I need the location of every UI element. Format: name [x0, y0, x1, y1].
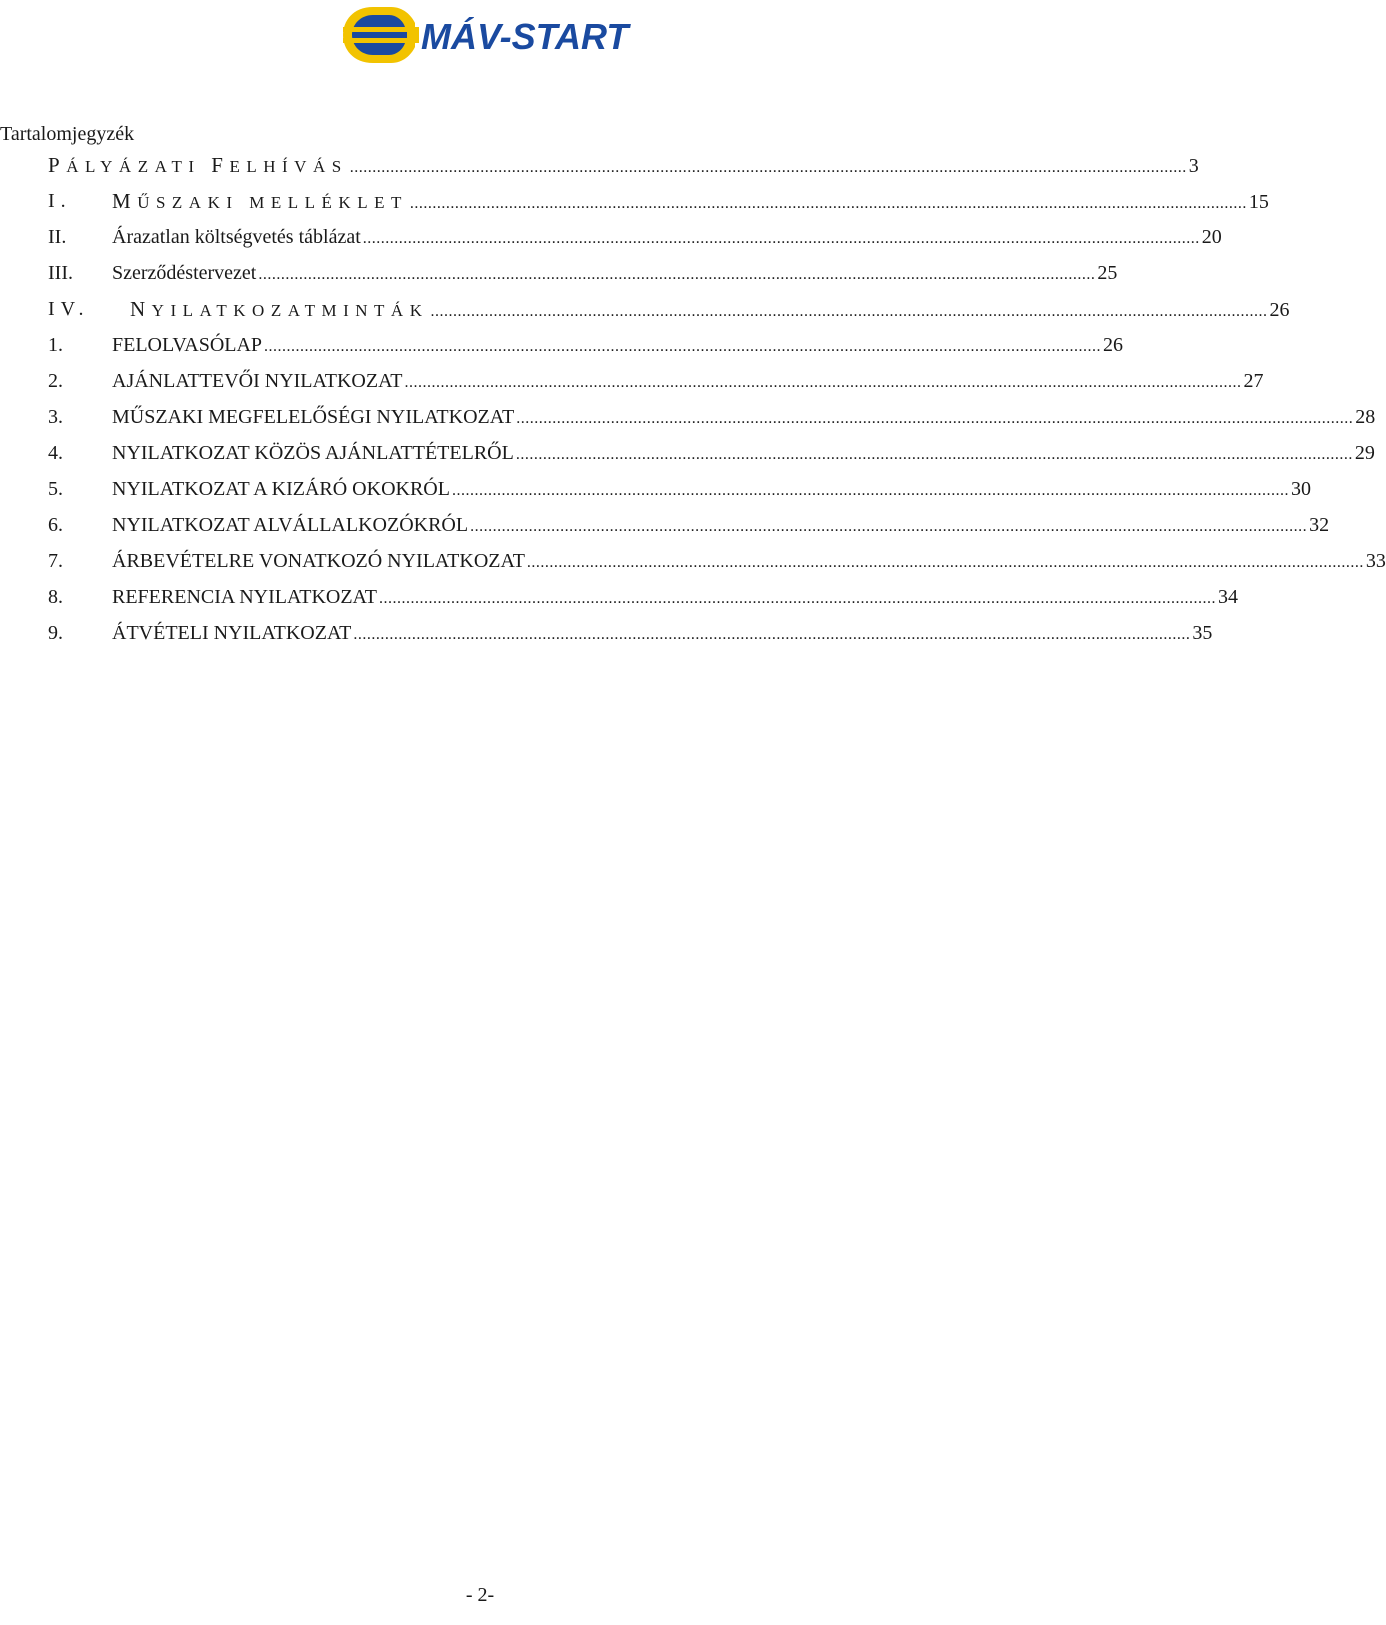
toc-leader-dots: ..........................................................................................................................................................................................: [430, 303, 1268, 320]
toc-entry-title: Szerződéstervezet: [112, 262, 257, 284]
toc-entry-number: 3.: [48, 406, 63, 428]
toc-entry-title: ÁTVÉTELI NYILATKOZAT: [112, 622, 352, 644]
toc-entry-title: FELOLVASÓLAP: [112, 334, 263, 356]
toc-entry-number: II.: [48, 226, 67, 248]
toc-row[interactable]: [0, 186, 1269, 216]
toc-entry-number: 2.: [48, 370, 63, 392]
toc-entry-number: 8.: [48, 586, 63, 608]
toc-entry[interactable]: [112, 546, 1386, 576]
toc-entry-number: 9.: [48, 622, 63, 644]
toc-row[interactable]: [0, 330, 1124, 360]
toc-leader-dots: ..........................................................................................................................................................................................: [362, 230, 1200, 247]
toc-row[interactable]: [0, 510, 1330, 540]
toc-entry[interactable]: [112, 222, 1222, 252]
toc-entry-number: IV.: [48, 298, 90, 320]
toc-page-number: 15: [1248, 191, 1269, 213]
toc-page-number: 20: [1201, 226, 1222, 248]
toc-row[interactable]: [0, 150, 1199, 180]
toc-entry-title-rest: ŰSZAKI MELLÉKLET: [137, 193, 408, 212]
toc-entry-title-cap: P: [48, 153, 67, 177]
toc-leader-dots: ..........................................................................................................................................................................................: [470, 518, 1308, 535]
toc-leader-dots: ..........................................................................................................................................................................................: [409, 195, 1247, 212]
toc-entry[interactable]: [112, 438, 1375, 468]
toc-row[interactable]: [0, 546, 1386, 576]
mav-start-logo: [343, 5, 629, 65]
toc-entry[interactable]: [112, 402, 1376, 432]
toc-leader-dots: ..........................................................................................................................................................................................: [353, 626, 1191, 643]
toc-row[interactable]: [0, 294, 1290, 324]
toc-leader-dots: ..........................................................................................................................................................................................: [451, 482, 1289, 499]
toc-entry-number: 5.: [48, 478, 63, 500]
toc-row[interactable]: [0, 474, 1311, 504]
toc-entry[interactable]: [112, 510, 1330, 540]
toc-page-number: 32: [1309, 514, 1330, 536]
toc-row[interactable]: [0, 366, 1264, 396]
toc-page-number: 30: [1290, 478, 1311, 500]
toc-entry-title: [112, 186, 408, 218]
toc-row[interactable]: [0, 618, 1213, 648]
toc-leader-dots: ..........................................................................................................................................................................................: [258, 266, 1096, 283]
toc-entry[interactable]: [112, 582, 1238, 612]
toc-page-number: 29: [1354, 442, 1375, 464]
toc-entry-title-cap2: F: [211, 153, 230, 177]
logo-connector: [407, 27, 419, 43]
toc-row[interactable]: [0, 582, 1238, 612]
toc-entry-title: [130, 294, 428, 326]
toc-entry-title-rest: ÁLYÁZATI: [66, 157, 212, 176]
toc-entry-number: I.: [48, 190, 72, 212]
toc-leader-dots: ..........................................................................................................................................................................................: [515, 446, 1353, 463]
toc-entry-title: Árazatlan költségvetés táblázat: [112, 226, 361, 248]
toc-row[interactable]: [0, 402, 1376, 432]
toc-row[interactable]: [0, 222, 1222, 252]
toc-entry-title: REFERENCIA NYILATKOZAT: [112, 586, 377, 608]
toc-leader-dots: ..........................................................................................................................................................................................: [404, 374, 1242, 391]
toc-entry[interactable]: [112, 474, 1311, 504]
toc-page-number: 34: [1218, 586, 1238, 608]
toc-entry-number: 7.: [48, 550, 63, 572]
logo-emblem-blue: [352, 15, 407, 55]
toc-entry-title: ÁRBEVÉTELRE VONATKOZÓ NYILATKOZAT: [112, 550, 525, 572]
toc-page-number: 26: [1269, 299, 1290, 321]
toc-entry-title: [48, 150, 348, 182]
toc-entry-number: III.: [48, 262, 73, 284]
logo-text: MÁV-START: [421, 16, 629, 57]
toc-entry[interactable]: [130, 294, 1290, 324]
toc-entry-title-cap: M: [112, 189, 138, 213]
toc-entry[interactable]: [112, 618, 1213, 648]
toc-page-number: 26: [1103, 334, 1124, 356]
toc-entry-number: 4.: [48, 442, 63, 464]
toc-page-number: 27: [1243, 370, 1264, 392]
mav-start-logo-graphic: [343, 5, 629, 65]
toc-entry[interactable]: [112, 330, 1124, 360]
toc-page-number: 35: [1192, 622, 1213, 644]
toc-leader-dots: ..........................................................................................................................................................................................: [379, 590, 1216, 607]
toc-entry-title: MŰSZAKI MEGFELELŐSÉGI NYILATKOZAT: [112, 406, 515, 428]
toc-row[interactable]: [0, 258, 1118, 288]
toc-entry[interactable]: [48, 150, 1199, 180]
toc-page-number: 33: [1365, 550, 1386, 572]
toc-row[interactable]: [0, 438, 1375, 468]
toc-entry-number: 1.: [48, 334, 63, 356]
toc-leader-dots: ..........................................................................................................................................................................................: [526, 554, 1364, 571]
toc-entry-title: NYILATKOZAT A KIZÁRÓ OKOKRÓL: [112, 478, 450, 500]
toc-entry[interactable]: [112, 258, 1118, 288]
toc-entry-title: NYILATKOZAT KÖZÖS AJÁNLATTÉTELRŐL: [112, 442, 514, 464]
toc-page-number: 28: [1355, 406, 1376, 428]
toc-entry-number: 6.: [48, 514, 63, 536]
toc-entry-title: NYILATKOZAT ALVÁLLALKOZÓKRÓL: [112, 514, 469, 536]
toc-page-number: 25: [1097, 262, 1118, 284]
page-number: - 2-: [465, 1584, 495, 1606]
toc-leader-dots: ..........................................................................................................................................................................................: [264, 338, 1102, 355]
toc-entry-title-rest2: ELHÍVÁS: [229, 157, 348, 176]
logo-stripe-1: [343, 27, 377, 32]
toc-entry[interactable]: [112, 366, 1264, 396]
toc-entry-title-cap: N: [130, 297, 152, 321]
toc-entry-title: AJÁNLATTEVŐI NYILATKOZAT: [112, 370, 403, 392]
toc-entry-title-rest: YILATKOZATMINTÁK: [151, 301, 429, 320]
toc-title: Tartalomjegyzék: [0, 123, 135, 145]
toc-leader-dots: ..........................................................................................................................................................................................: [349, 159, 1187, 176]
toc-leader-dots: ..........................................................................................................................................................................................: [516, 410, 1354, 427]
toc-page-number: 3: [1188, 155, 1199, 177]
logo-stripe-2: [343, 38, 377, 43]
toc-entry[interactable]: [112, 186, 1269, 216]
